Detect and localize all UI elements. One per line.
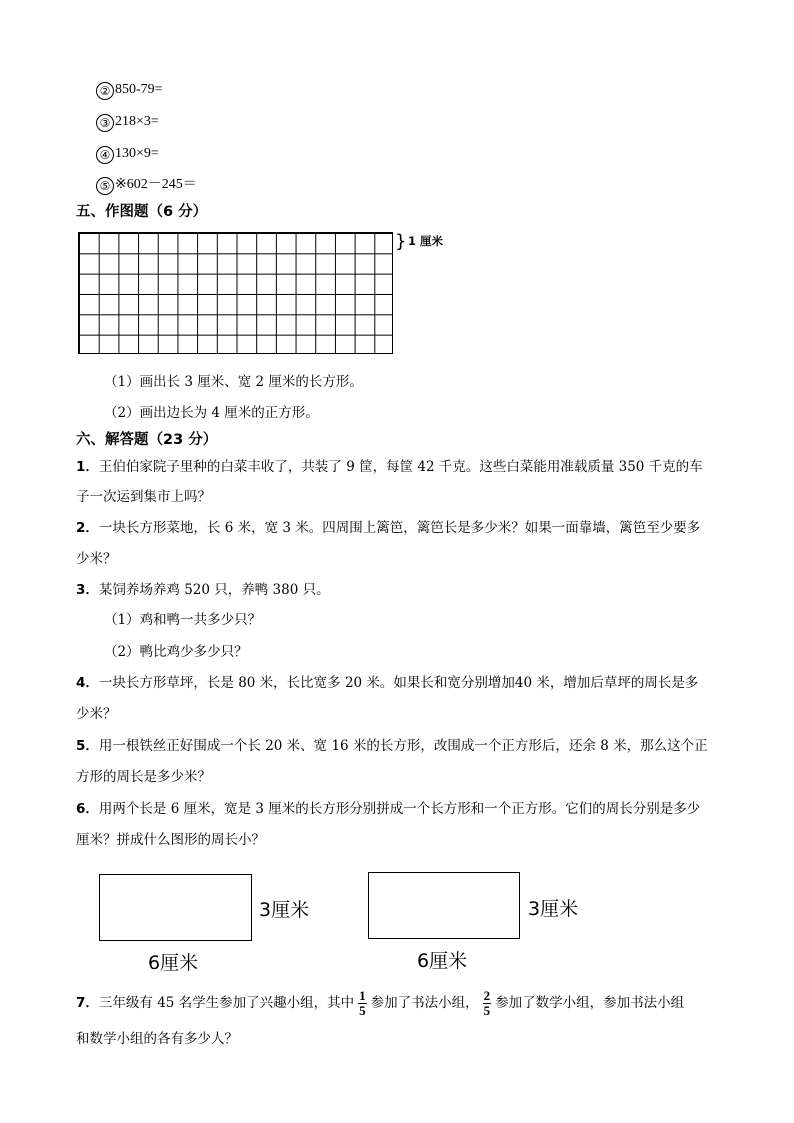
section6-title: 六、解答题（23 分） [76, 432, 218, 448]
question-5-line2: 方形的周长是多少米？ [76, 769, 211, 785]
circled-number: ② [96, 82, 114, 100]
question-number: 4． [76, 675, 99, 691]
rect2-width-label: 3厘米 [528, 898, 579, 920]
rect1-width-label: 3厘米 [259, 899, 310, 921]
calc-item-2 [96, 80, 163, 100]
fraction-numerator: 1 [359, 988, 366, 1003]
section5-item-1: （1）画出长 3 厘米、宽 2 厘米的长方形。 [104, 374, 363, 390]
question-text: 用两个长是 6 厘米，宽是 3 厘米的长方形分别拼成一个长方形和一个正方形。它们的周长分别是多少 [98, 801, 701, 817]
question-6-line1 [76, 799, 700, 819]
question-text: 一块长方形草坪，长是 80 米，长比宽多 20 米。如果长和宽分别增加40 米，增加后草坪的周长是多 [98, 675, 699, 691]
question-number: 2． [76, 520, 99, 536]
fraction-denominator: 5 [359, 1003, 366, 1018]
circled-number: ⑤ [96, 177, 114, 195]
question-text: 三年级有 45 名学生参加了兴趣小组，其中 [98, 995, 355, 1011]
question-number: 1． [76, 459, 99, 475]
fraction-denominator: 5 [483, 1003, 491, 1018]
grid-unit-label: 1 厘米 [408, 234, 444, 248]
rect2-length-label: 6厘米 [417, 950, 468, 972]
question-text: 用一根铁丝正好围成一个长 20 米、宽 16 米的长方形，改围成一个正方形后，还余 8 米，那么这个正 [98, 738, 708, 754]
question-number: 5． [76, 738, 99, 754]
drawing-grid [78, 232, 393, 354]
calc-expression: 850-79= [115, 82, 163, 97]
circled-number: ③ [96, 114, 114, 132]
question-number: 7． [76, 995, 99, 1011]
question-4-line2: 少米？ [76, 706, 117, 722]
calc-item-3 [96, 112, 159, 132]
question-2-line2: 少米？ [76, 551, 117, 567]
section5-title: 五、作图题（6 分） [76, 204, 208, 220]
calc-expression: 218×3= [115, 114, 159, 129]
rectangle-figure-2 [368, 872, 520, 939]
question-3-sub2: （2）鸭比鸡少多少只？ [104, 644, 248, 660]
brace-icon: } [395, 231, 407, 252]
rect1-length-label: 6厘米 [148, 952, 199, 974]
question-text: 参加了书法小组， [370, 995, 479, 1011]
calc-expression: ※602－245＝ [115, 177, 197, 192]
question-3-sub1: （1）鸡和鸭一共多少只？ [104, 612, 262, 628]
question-4-line1 [76, 673, 698, 693]
question-text: 某饲养场养鸡 520 只，养鸭 380 只。 [98, 582, 330, 598]
calc-item-5 [96, 175, 197, 195]
section5-item-2: （2）画出边长为 4 厘米的正方形。 [104, 405, 319, 421]
question-text: 参加了数学小组，参加书法小组 [495, 995, 685, 1011]
question-1-line2: 子一次运到集市上吗？ [76, 489, 211, 505]
fraction-two-fifths [483, 989, 492, 1018]
question-2-line1 [76, 518, 700, 538]
rectangle-figure-1 [99, 874, 252, 941]
question-text: 一块长方形菜地，长 6 米，宽 3 米。四周围上篱笆，篱笆长是多少米？如果一面靠墙，篱笆至少要多 [98, 520, 701, 536]
question-7-line2: 和数学小组的各有多少人？ [76, 1031, 238, 1047]
question-number: 3． [76, 582, 99, 598]
calc-item-4 [96, 144, 159, 164]
question-text: 王伯伯家院子里种的白菜丰收了，共装了 9 筐，每筐 42 千克。这些白菜能用准载质量 350 千克的车 [98, 459, 703, 475]
calc-expression: 130×9= [115, 146, 159, 161]
fraction-one-fifth [358, 989, 367, 1018]
circled-number: ④ [96, 146, 114, 164]
fraction-numerator: 2 [483, 988, 491, 1003]
question-number: 6． [76, 801, 99, 817]
question-7-line1 [76, 988, 684, 1018]
question-1-line1 [76, 457, 703, 477]
question-3-line1 [76, 580, 330, 600]
question-6-line2: 厘米？拼成什么图形的周长小？ [76, 832, 265, 848]
question-5-line1 [76, 736, 708, 756]
